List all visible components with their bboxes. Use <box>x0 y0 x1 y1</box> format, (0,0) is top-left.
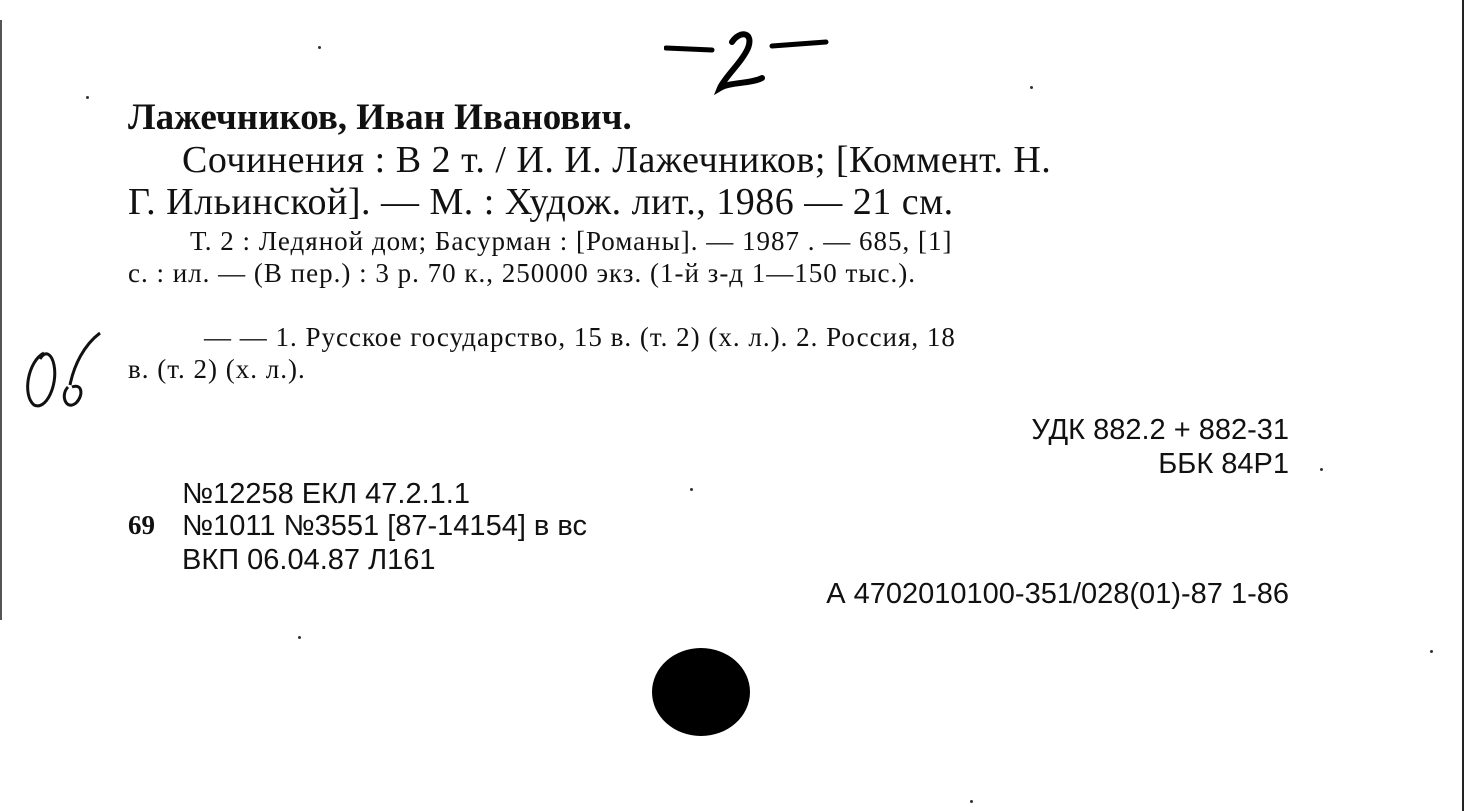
speck <box>690 488 693 491</box>
isbn-line: А 4702010100-351/028(01)-87 1-86 <box>826 578 1289 610</box>
handwritten-card-number <box>664 28 834 103</box>
handwritten-mark <box>18 325 108 420</box>
speck <box>298 636 301 639</box>
speck <box>1430 650 1433 653</box>
udk-code: УДК 882.2 + 882-31 <box>1031 414 1289 446</box>
speck <box>1320 468 1323 471</box>
punch-hole <box>652 648 750 736</box>
speck <box>970 800 973 803</box>
bbk-code: ББК 84Р1 <box>1158 448 1289 480</box>
record-line-1: №12258 ЕКЛ 47.2.1.1 <box>182 478 470 510</box>
volume-line-1: Т. 2 : Ледяной дом; Басурман : [Романы]. — 1987 . — 685, [1] <box>190 226 953 256</box>
subject-line-1: — — 1. Русское государство, 15 в. (т. 2) (х. л.). 2. Россия, 18 <box>204 322 956 352</box>
speck <box>1030 86 1033 89</box>
record-line-3: ВКП 06.04.87 Л161 <box>182 544 436 576</box>
speck <box>86 96 89 99</box>
card-left-edge <box>0 20 2 620</box>
author-heading: Лажечников, Иван Иванович. <box>128 97 632 138</box>
volume-line-2: с. : ил. — (В пер.) : 3 р. 70 к., 250000 экз. (1-й з-д 1—150 тыс.). <box>128 258 916 288</box>
speck <box>318 46 321 49</box>
title-line-1: Сочинения : В 2 т. / И. И. Лажечников; [Коммент. Н. <box>182 139 1052 181</box>
record-line-2-prefix: 69 <box>128 510 155 540</box>
subject-line-2: в. (т. 2) (х. л.). <box>128 354 306 384</box>
title-line-2: Г. Ильинской]. — М. : Худож. лит., 1986 — 21 см. <box>128 181 954 223</box>
record-line-2: №1011 №3551 [87-14154] в вс <box>182 510 587 542</box>
card-right-edge <box>1462 0 1464 811</box>
